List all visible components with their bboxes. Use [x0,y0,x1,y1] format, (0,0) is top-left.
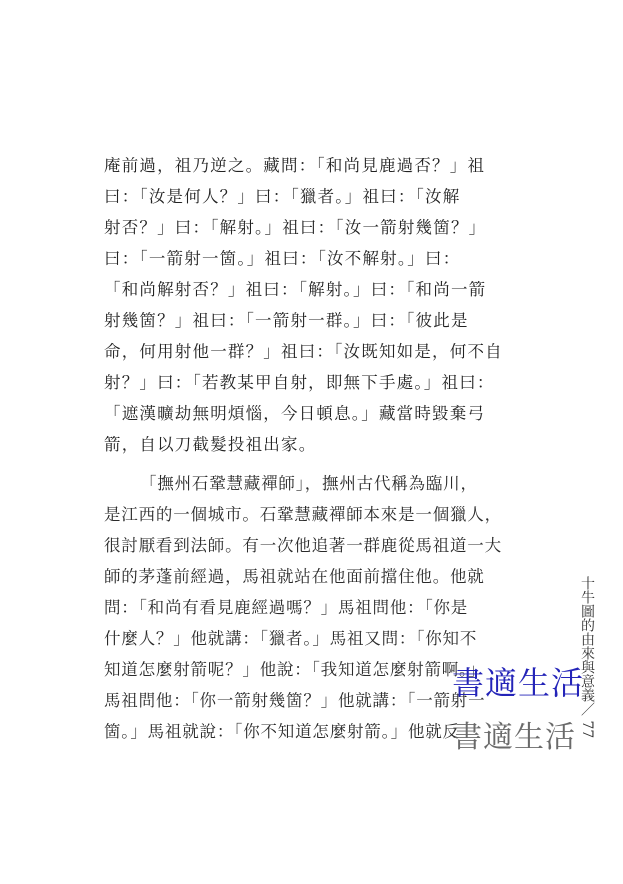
quote-line: 射幾箇？」祖曰：「一箭射一群。」曰：「彼此是 [104,311,469,330]
body-line: 師的茅蓬前經過，馬祖就站在他面前擋住他。他就 [104,567,485,586]
commentary-paragraph [104,468,514,747]
body-line: 箇。」馬祖就說：「你不知道怎麼射箭。」他就反 [104,722,460,741]
quote-line: 命，何用射他一群？」祖曰：「汝既知如是，何不自 [104,342,503,361]
quote-line: 曰：「一箭射一箇。」祖曰：「汝不解射。」曰： [104,249,461,268]
body-line: 馬祖問他：「你一箭射幾箇？」他就講：「一箭射一 [104,691,486,710]
body-line: 什麼人？」他就講：「獵者。」馬祖又問：「你知不 [104,629,478,648]
body-line: 是江西的一個城市。石鞏慧藏禪師本來是一個獵人， [104,505,502,524]
body-line: 知道怎麼射箭呢？」他說：「我知道怎麼射箭啊。」 [104,660,486,679]
quote-line: 曰：「汝是何人？」曰：「獵者。」祖曰：「汝解 [104,187,461,206]
quote-line: 庵前過，祖乃逆之。藏問：「和尚見鹿過否？」祖 [104,156,486,175]
body-line: 「撫州石鞏慧藏禪師」，撫州古代稱為臨川， [140,474,478,493]
quote-line: 「和尚解射否？」祖曰：「解射。」曰：「和尚一箭 [104,280,487,299]
body-line: 很討厭看到法師。有一次他追著一群鹿從馬祖道一大 [104,536,502,555]
quote-line: 箭，自以刀截髮投祖出家。 [104,435,317,454]
watermark-gray: 書適生活 [452,720,576,755]
quote-line: 射？」曰：「若教某甲自射，即無下手處。」祖曰： [104,373,495,392]
quote-line: 「遮漢曠劫無明煩惱，今日頓息。」藏當時毀棄弓 [104,404,486,423]
watermark-blue: 書適生活 [452,664,585,702]
classical-quote-block [104,150,514,460]
body-line: 問：「和尚有看見鹿經過嗎？」馬祖問他：「你是 [104,598,469,617]
quote-line: 射否？」曰：「解射。」祖曰：「汝一箭射幾箇？」 [104,218,487,237]
running-head: 十牛圖的由來與意義／ 77 [579,576,595,739]
